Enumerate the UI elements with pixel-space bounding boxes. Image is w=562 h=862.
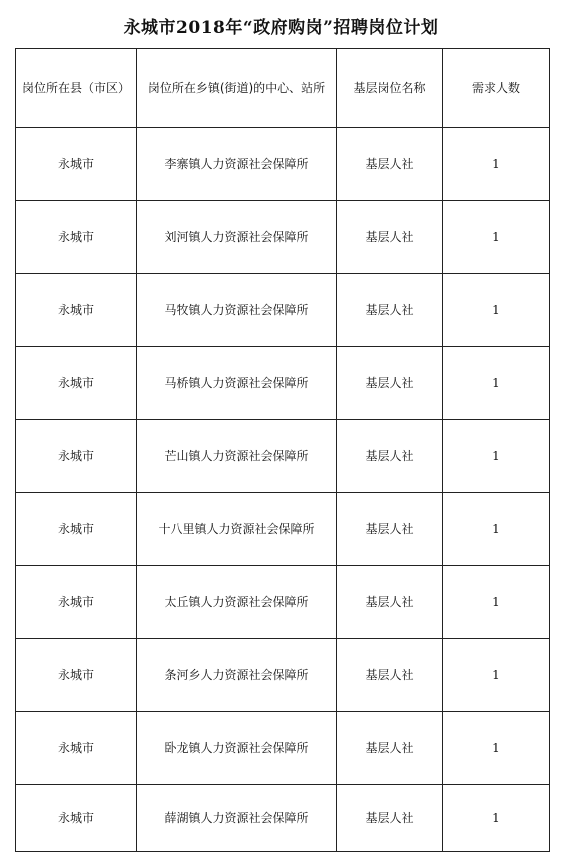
cell-county: 永城市: [16, 420, 137, 493]
cell-position: 基层人社: [337, 785, 443, 852]
cell-count: 1: [443, 493, 550, 566]
cell-county: 永城市: [16, 347, 137, 420]
table-row: [16, 420, 550, 493]
cell-county: 永城市: [16, 785, 137, 852]
header-position: 基层岗位名称: [337, 49, 443, 128]
cell-station: 刘河镇人力资源社会保障所: [137, 201, 337, 274]
cell-count: 1: [443, 201, 550, 274]
cell-count: 1: [443, 347, 550, 420]
cell-station: 太丘镇人力资源社会保障所: [137, 566, 337, 639]
cell-station: 李寨镇人力资源社会保障所: [137, 128, 337, 201]
table-header-row: [16, 49, 550, 128]
header-county: 岗位所在县（市区）: [16, 49, 137, 128]
table-row: [16, 785, 550, 852]
cell-count: 1: [443, 785, 550, 852]
table-row: [16, 712, 550, 785]
table-row: [16, 566, 550, 639]
cell-position: 基层人社: [337, 712, 443, 785]
cell-count: 1: [443, 712, 550, 785]
table-row: [16, 347, 550, 420]
cell-position: 基层人社: [337, 566, 443, 639]
cell-station: 马牧镇人力资源社会保障所: [137, 274, 337, 347]
cell-county: 永城市: [16, 274, 137, 347]
cell-count: 1: [443, 128, 550, 201]
cell-position: 基层人社: [337, 347, 443, 420]
table-row: [16, 274, 550, 347]
cell-position: 基层人社: [337, 274, 443, 347]
cell-position: 基层人社: [337, 128, 443, 201]
cell-position: 基层人社: [337, 201, 443, 274]
cell-county: 永城市: [16, 201, 137, 274]
table-row: [16, 128, 550, 201]
cell-county: 永城市: [16, 566, 137, 639]
cell-count: 1: [443, 639, 550, 712]
page-title: 永城市2018年“政府购岗”招聘岗位计划: [123, 18, 439, 38]
cell-county: 永城市: [16, 493, 137, 566]
cell-count: 1: [443, 274, 550, 347]
cell-count: 1: [443, 566, 550, 639]
cell-station: 十八里镇人力资源社会保障所: [137, 493, 337, 566]
header-station: 岗位所在乡镇(街道)的中心、站所: [137, 49, 337, 128]
table-row: [16, 493, 550, 566]
cell-county: 永城市: [16, 712, 137, 785]
cell-station: 条河乡人力资源社会保障所: [137, 639, 337, 712]
cell-position: 基层人社: [337, 493, 443, 566]
table-row: [16, 201, 550, 274]
cell-county: 永城市: [16, 639, 137, 712]
cell-position: 基层人社: [337, 639, 443, 712]
cell-count: 1: [443, 420, 550, 493]
cell-station: 马桥镇人力资源社会保障所: [137, 347, 337, 420]
cell-station: 薛湖镇人力资源社会保障所: [137, 785, 337, 852]
table-row: [16, 639, 550, 712]
cell-county: 永城市: [16, 128, 137, 201]
recruitment-plan-table: [15, 48, 550, 852]
cell-position: 基层人社: [337, 420, 443, 493]
cell-station: 芒山镇人力资源社会保障所: [137, 420, 337, 493]
cell-station: 卧龙镇人力资源社会保障所: [137, 712, 337, 785]
header-count: 需求人数: [443, 49, 550, 128]
